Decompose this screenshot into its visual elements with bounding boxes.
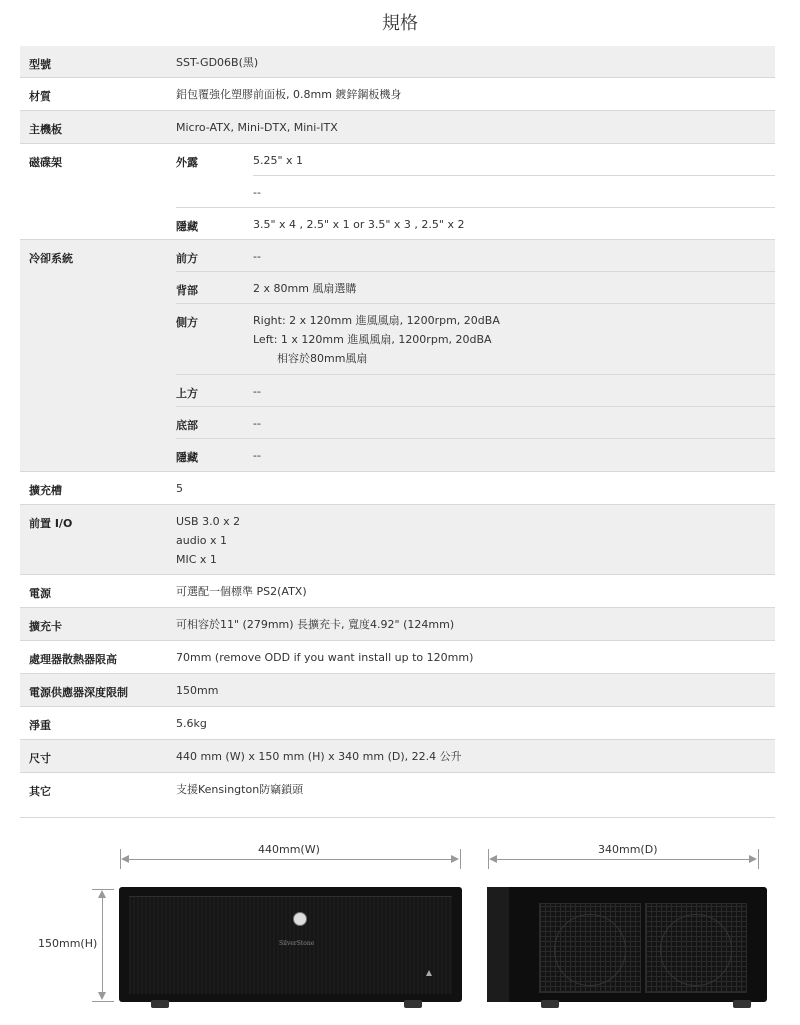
sub-label: 底部 <box>176 419 198 432</box>
case-foot <box>404 1000 422 1008</box>
case-front-image <box>119 887 462 1002</box>
spec-row-power <box>20 575 775 608</box>
arrow-left-icon <box>489 855 497 863</box>
spec-value <box>176 512 240 569</box>
spec-row-cooling <box>20 240 775 472</box>
eject-icon <box>426 970 432 976</box>
spec-row-material <box>20 78 775 111</box>
height-line <box>102 893 103 997</box>
spec-label: 主機板 <box>29 123 62 136</box>
sub-value <box>253 311 500 368</box>
spec-row-cpu-cooler <box>20 641 775 674</box>
spec-value: 5.6kg <box>176 717 207 730</box>
spec-value: 支援Kensington防竊鎖頭 <box>176 783 304 796</box>
case-side-image <box>487 887 767 1002</box>
spec-value: SST-GD06B(黑) <box>176 56 259 69</box>
sub-row-front <box>176 240 775 271</box>
sub-label: 隱藏 <box>176 220 198 233</box>
sub-value: -- <box>253 186 261 199</box>
sub-value: 5.25" x 1 <box>253 154 304 167</box>
fan-icon <box>660 914 732 986</box>
fan-vent-1 <box>539 903 641 993</box>
arrow-down-icon <box>98 992 106 1000</box>
sub-value: -- <box>253 449 261 462</box>
sub-value: 3.5" x 4 , 2.5" x 1 or 3.5" x 3 , 2.5" x 2 <box>253 218 465 231</box>
spec-value: 5 <box>176 482 183 495</box>
sub-row-external-2 <box>176 176 775 207</box>
sub-label: 上方 <box>176 387 198 400</box>
spec-row-expansion-slots <box>20 472 775 505</box>
io-usb: USB 3.0 x 2 <box>176 515 241 528</box>
spec-label: 前置 I/O <box>29 517 73 530</box>
sub-label: 外露 <box>176 156 198 169</box>
spec-table <box>20 46 775 818</box>
spec-label: 電源 <box>29 587 51 600</box>
spec-value: 70mm (remove ODD if you want install up to 120mm) <box>176 651 474 664</box>
case-foot <box>541 1000 559 1008</box>
spec-row-motherboard <box>20 111 775 144</box>
width-line <box>124 859 456 860</box>
sub-row-bottom <box>176 407 775 438</box>
sub-row-top <box>176 375 775 406</box>
width-tick-right <box>460 849 461 869</box>
sub-value: -- <box>253 385 261 398</box>
spec-row-front-io <box>20 505 775 575</box>
spec-value: Micro-ATX, Mini-DTX, Mini-ITX <box>176 121 338 134</box>
spec-label: 材質 <box>29 90 51 103</box>
sub-row-hidden <box>176 208 775 239</box>
spec-row-psu-depth <box>20 674 775 707</box>
fan-vent-2 <box>645 903 747 993</box>
sub-row-hidden-fan <box>176 439 775 471</box>
io-mic: MIC x 1 <box>176 553 217 566</box>
sub-label: 背部 <box>176 284 198 297</box>
arrow-left-icon <box>121 855 129 863</box>
side-fan-left: Left: 1 x 120mm 進風風扇, 1200rpm, 20dBA <box>253 333 492 346</box>
front-panel <box>129 896 452 994</box>
brand-logo: SilverStone <box>279 940 315 947</box>
height-label: 150mm(H) <box>38 937 98 950</box>
spec-label: 擴充卡 <box>29 620 62 633</box>
spec-label: 擴充槽 <box>29 484 62 497</box>
side-fan-right: Right: 2 x 120mm 進風風扇, 1200rpm, 20dBA <box>253 314 500 327</box>
sub-label: 前方 <box>176 252 198 265</box>
sub-row-external <box>176 144 775 175</box>
spec-label: 其它 <box>29 785 51 798</box>
spec-row-drive-bays <box>20 144 775 240</box>
height-tick-bottom <box>92 1001 114 1002</box>
spec-value: 鋁包覆強化塑膠前面板, 0.8mm 鍍鋅鋼板機身 <box>176 88 402 101</box>
spec-label: 尺寸 <box>29 752 51 765</box>
depth-line <box>492 859 754 860</box>
spec-label: 處理器散熱器限高 <box>29 653 117 666</box>
sub-row-rear <box>176 272 775 303</box>
spec-label: 淨重 <box>29 719 51 732</box>
spec-row-model <box>20 46 775 78</box>
io-audio: audio x 1 <box>176 534 227 547</box>
spec-value: 可選配一個標準 PS2(ATX) <box>176 585 307 598</box>
depth-tick-right <box>758 849 759 869</box>
spec-row-other <box>20 773 775 818</box>
spec-label: 型號 <box>29 58 51 71</box>
fan-icon <box>554 914 626 986</box>
spec-value: 150mm <box>176 684 219 697</box>
case-foot <box>733 1000 751 1008</box>
width-label: 440mm(W) <box>258 843 320 856</box>
arrow-right-icon <box>451 855 459 863</box>
arrow-right-icon <box>749 855 757 863</box>
front-edge <box>487 887 509 1002</box>
spec-row-expansion-card <box>20 608 775 641</box>
sub-value: -- <box>253 250 261 263</box>
spec-value: 440 mm (W) x 150 mm (H) x 340 mm (D), 22.4 公升 <box>176 750 462 763</box>
page-title: 規格 <box>382 13 418 34</box>
sub-value: 2 x 80mm 風扇選購 <box>253 282 357 295</box>
spec-label: 冷卻系統 <box>29 252 73 265</box>
sub-row-side <box>176 304 775 374</box>
sub-label: 側方 <box>176 316 198 329</box>
spec-row-dimensions <box>20 740 775 773</box>
spec-value: 可相容於11" (279mm) 長擴充卡, 寬度4.92" (124mm) <box>176 618 455 631</box>
spec-label: 電源供應器深度限制 <box>29 686 128 699</box>
sub-value: -- <box>253 417 261 430</box>
side-fan-compat: 相容於80mm風扇 <box>277 352 368 365</box>
sub-label: 隱藏 <box>176 451 198 464</box>
case-foot <box>151 1000 169 1008</box>
arrow-up-icon <box>98 890 106 898</box>
power-button-icon <box>293 912 307 926</box>
spec-row-weight <box>20 707 775 740</box>
depth-label: 340mm(D) <box>598 843 658 856</box>
spec-label: 磁碟架 <box>29 156 62 169</box>
